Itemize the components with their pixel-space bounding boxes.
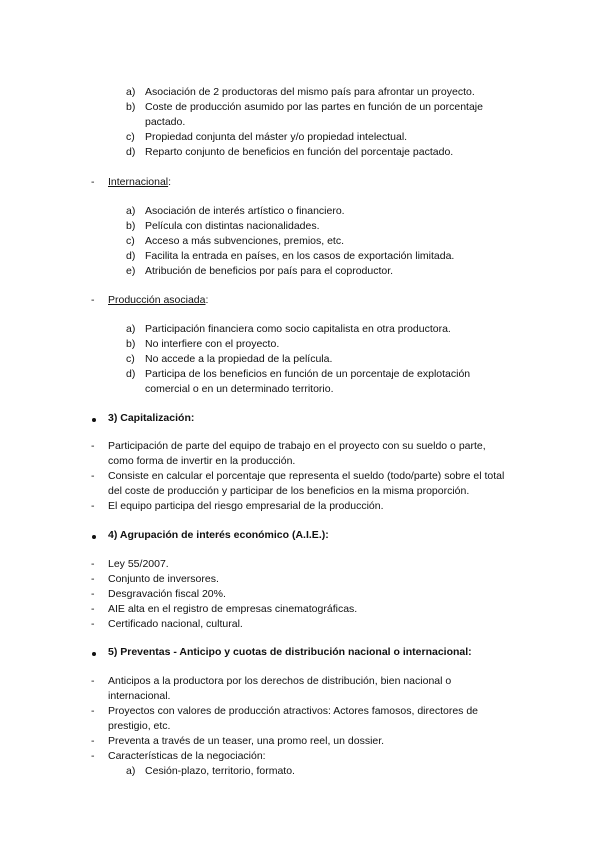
dash-marker: - (91, 558, 95, 570)
list-item: No accede a la propiedad de la película. (145, 353, 333, 365)
list-item: Participación financiera como socio capitalista en otra productora. (145, 323, 451, 335)
list-item: El equipo participa del riesgo empresarial de la producción. (108, 500, 384, 512)
bullet-icon (92, 535, 96, 539)
list-item: Consiste en calcular el porcentaje que representa el sueldo (todo/parte) sobre el total (108, 470, 505, 482)
list-item-continuation: pactado. (145, 116, 186, 128)
item-marker: a) (126, 86, 136, 98)
list-item: Acceso a más subvenciones, premios, etc. (145, 235, 345, 247)
list-item: Desgravación fiscal 20%. (108, 588, 226, 600)
list-item: Preventa a través de un teaser, una promo reel, un dossier. (108, 735, 385, 747)
item-marker: c) (126, 131, 135, 143)
dash-marker: - (91, 470, 95, 482)
section-title-text: Internacional (108, 176, 169, 188)
list-item: Atribución de beneficios por país para el coproductor. (145, 265, 394, 277)
section-heading: 5) Preventas - Anticipo y cuotas de distribución nacional o internacional: (108, 646, 472, 658)
list-item: Asociación de 2 productoras del mismo país para afrontar un proyecto. (145, 86, 475, 98)
dash-marker: - (91, 603, 95, 615)
list-item: No interfiere con el proyecto. (145, 338, 280, 350)
list-item-continuation: internacional. (108, 690, 171, 702)
title-colon: : (205, 294, 209, 306)
item-marker: a) (126, 205, 136, 217)
dash-marker: - (91, 705, 95, 717)
list-item-continuation: del coste de producción y participar de los beneficios en la misma proporción. (108, 485, 470, 497)
list-item: Reparto conjunto de beneficios en función del porcentaje pactado. (145, 146, 454, 158)
list-item: Asociación de interés artístico o financiero. (145, 205, 345, 217)
list-item-continuation: comercial o en un determinado territorio. (145, 383, 334, 395)
dash-marker: - (91, 440, 95, 452)
list-item: Participación de parte del equipo de trabajo en el proyecto con su sueldo o parte, (108, 440, 486, 452)
list-item: Facilita la entrada en países, en los casos de exportación limitada. (145, 250, 455, 262)
list-item: Características de la negociación: (108, 750, 266, 762)
dash-marker: - (91, 294, 95, 306)
list-item: Película con distintas nacionalidades. (145, 220, 320, 232)
item-marker: a) (126, 765, 136, 777)
section-title-internacional (108, 176, 171, 189)
section-title-text: Producción asociada (108, 294, 206, 306)
item-marker: c) (126, 235, 135, 247)
dash-marker: - (91, 618, 95, 630)
item-marker: a) (126, 323, 136, 335)
list-item-continuation: como forma de invertir en la producción. (108, 455, 296, 467)
list-item-continuation: prestigio, etc. (108, 720, 171, 732)
item-marker: b) (126, 220, 136, 232)
item-marker: e) (126, 265, 136, 277)
item-marker: c) (126, 353, 135, 365)
dash-marker: - (91, 500, 95, 512)
item-marker: b) (126, 338, 136, 350)
list-item: Conjunto de inversores. (108, 573, 219, 585)
item-marker: b) (126, 101, 136, 113)
list-item: Anticipos a la productora por los derechos de distribución, bien nacional o (108, 675, 452, 687)
bullet-icon (92, 652, 96, 656)
dash-marker: - (91, 735, 95, 747)
list-item: Coste de producción asumido por las partes en función de un porcentaje (145, 101, 483, 113)
section-heading: 4) Agrupación de interés económico (A.I.E.): (108, 529, 329, 541)
list-item: Certificado nacional, cultural. (108, 618, 243, 630)
dash-marker: - (91, 573, 95, 585)
dash-marker: - (91, 750, 95, 762)
section-heading: 3) Capitalización: (108, 412, 195, 424)
title-colon: : (168, 176, 172, 188)
list-item: AIE alta en el registro de empresas cinematográficas. (108, 603, 358, 615)
list-item: Participa de los beneficios en función de un porcentaje de explotación (145, 368, 471, 380)
item-marker: d) (126, 368, 136, 380)
list-item: Propiedad conjunta del máster y/o propiedad intelectual. (145, 131, 408, 143)
dash-marker: - (91, 176, 95, 188)
section-title-asociada (108, 294, 208, 307)
dash-marker: - (91, 675, 95, 687)
item-marker: d) (126, 146, 136, 158)
item-marker: d) (126, 250, 136, 262)
bullet-icon (92, 418, 96, 422)
list-item: Ley 55/2007. (108, 558, 169, 570)
dash-marker: - (91, 588, 95, 600)
list-item: Proyectos con valores de producción atractivos: Actores famosos, directores de (108, 705, 479, 717)
list-item: Cesión-plazo, territorio, formato. (145, 765, 295, 777)
